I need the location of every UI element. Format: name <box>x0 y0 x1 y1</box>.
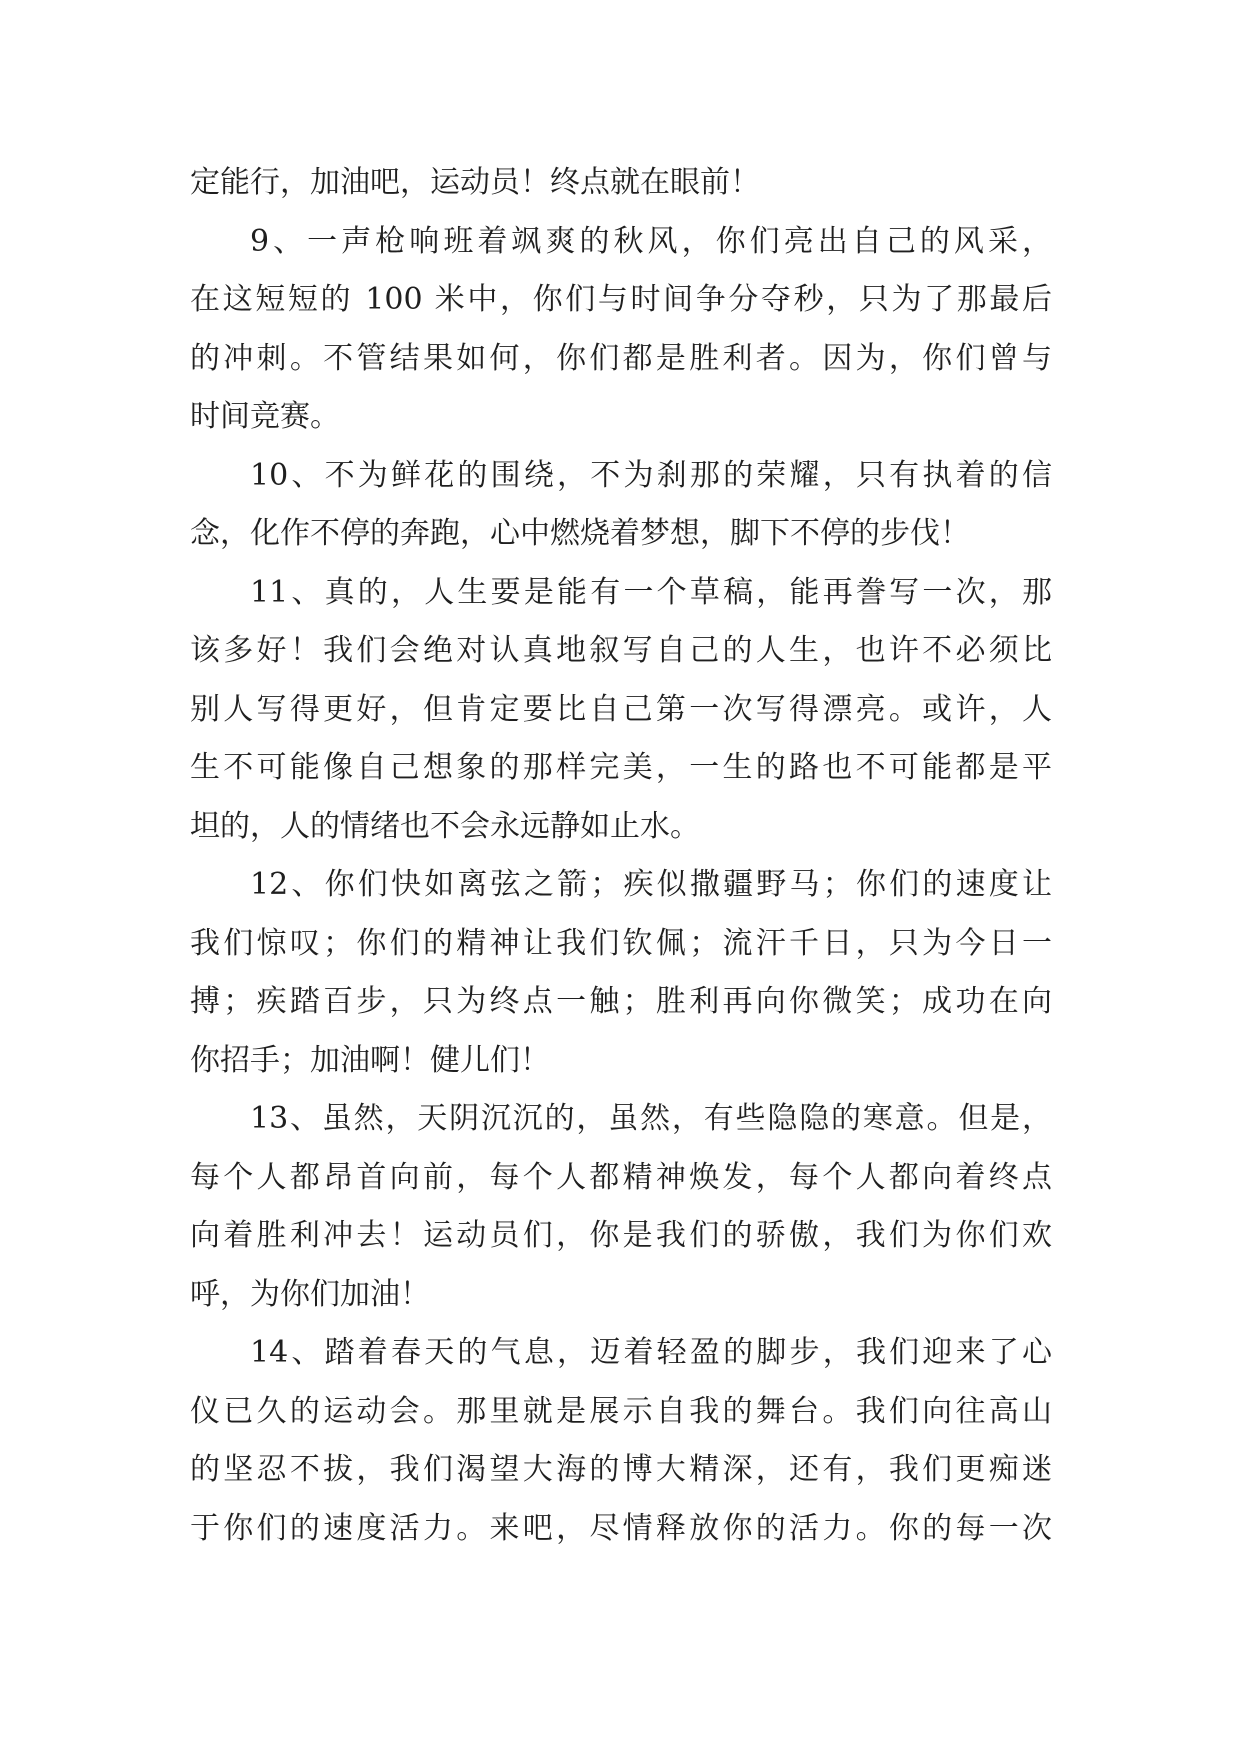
text-line: 14、踏着春天的气息，迈着轻盈的脚步，我们迎来了心 <box>250 1335 1052 1370</box>
text-line: 搏；疾踏百步，只为终点一触；胜利再向你微笑；成功在向 <box>190 984 1052 1019</box>
text-line: 每个人都昂首向前，每个人都精神焕发，每个人都向着终点 <box>190 1159 1052 1195</box>
text-line: 的坚忍不拔，我们渴望大海的博大精深，还有，我们更痴迷 <box>190 1452 1052 1487</box>
text-line: 时间竞赛。 <box>190 399 340 434</box>
text-line: 该多好！我们会绝对认真地叙写自己的人生，也许不必须比 <box>190 633 1052 668</box>
text-line: 9、一声枪响班着飒爽的秋风，你们亮出自己的风采， <box>250 223 1052 259</box>
text-line: 10、不为鲜花的围绕，不为刹那的荣耀，只有执着的信 <box>250 457 1052 493</box>
text-line: 13、虽然，天阴沉沉的，虽然，有些隐隐的寒意。但是， <box>250 1101 1052 1136</box>
text-line: 12、你们快如离弦之箭；疾似撒疆野马；你们的速度让 <box>250 867 1052 902</box>
text-line: 向着胜利冲去！运动员们，你是我们的骄傲，我们为你们欢 <box>190 1218 1052 1253</box>
text-line: 11、真的，人生要是能有一个草稿，能再誊写一次，那 <box>250 574 1052 610</box>
document-body <box>190 154 1052 1558</box>
text-line: 别人写得更好，但肯定要比自己第一次写得漂亮。或许，人 <box>190 691 1052 727</box>
text-line: 我们惊叹；你们的精神让我们钦佩；流汗千日，只为今日一 <box>190 925 1052 961</box>
text-line: 呼，为你们加油！ <box>190 1276 430 1312</box>
text-line: 你招手；加油啊！健儿们！ <box>190 1042 550 1078</box>
text-line: 的冲刺。不管结果如何，你们都是胜利者。因为，你们曾与 <box>190 340 1052 376</box>
text-line: 坦的，人的情绪也不会永远静如止水。 <box>190 808 700 844</box>
text-line: 念，化作不停的奔跑，心中燃烧着梦想，脚下不停的步伐！ <box>190 516 970 551</box>
text-line: 生不可能像自己想象的那样完美，一生的路也不可能都是平 <box>190 750 1052 785</box>
text-line: 在这短短的 100 米中，你们与时间争分夺秒，只为了那最后 <box>190 282 1052 317</box>
text-line: 于你们的速度活力。来吧，尽情释放你的活力。你的每一次 <box>190 1510 1052 1546</box>
text-line: 仪已久的运动会。那里就是展示自我的舞台。我们向往高山 <box>190 1393 1052 1429</box>
text-line: 定能行，加油吧，运动员！终点就在眼前！ <box>190 165 760 200</box>
